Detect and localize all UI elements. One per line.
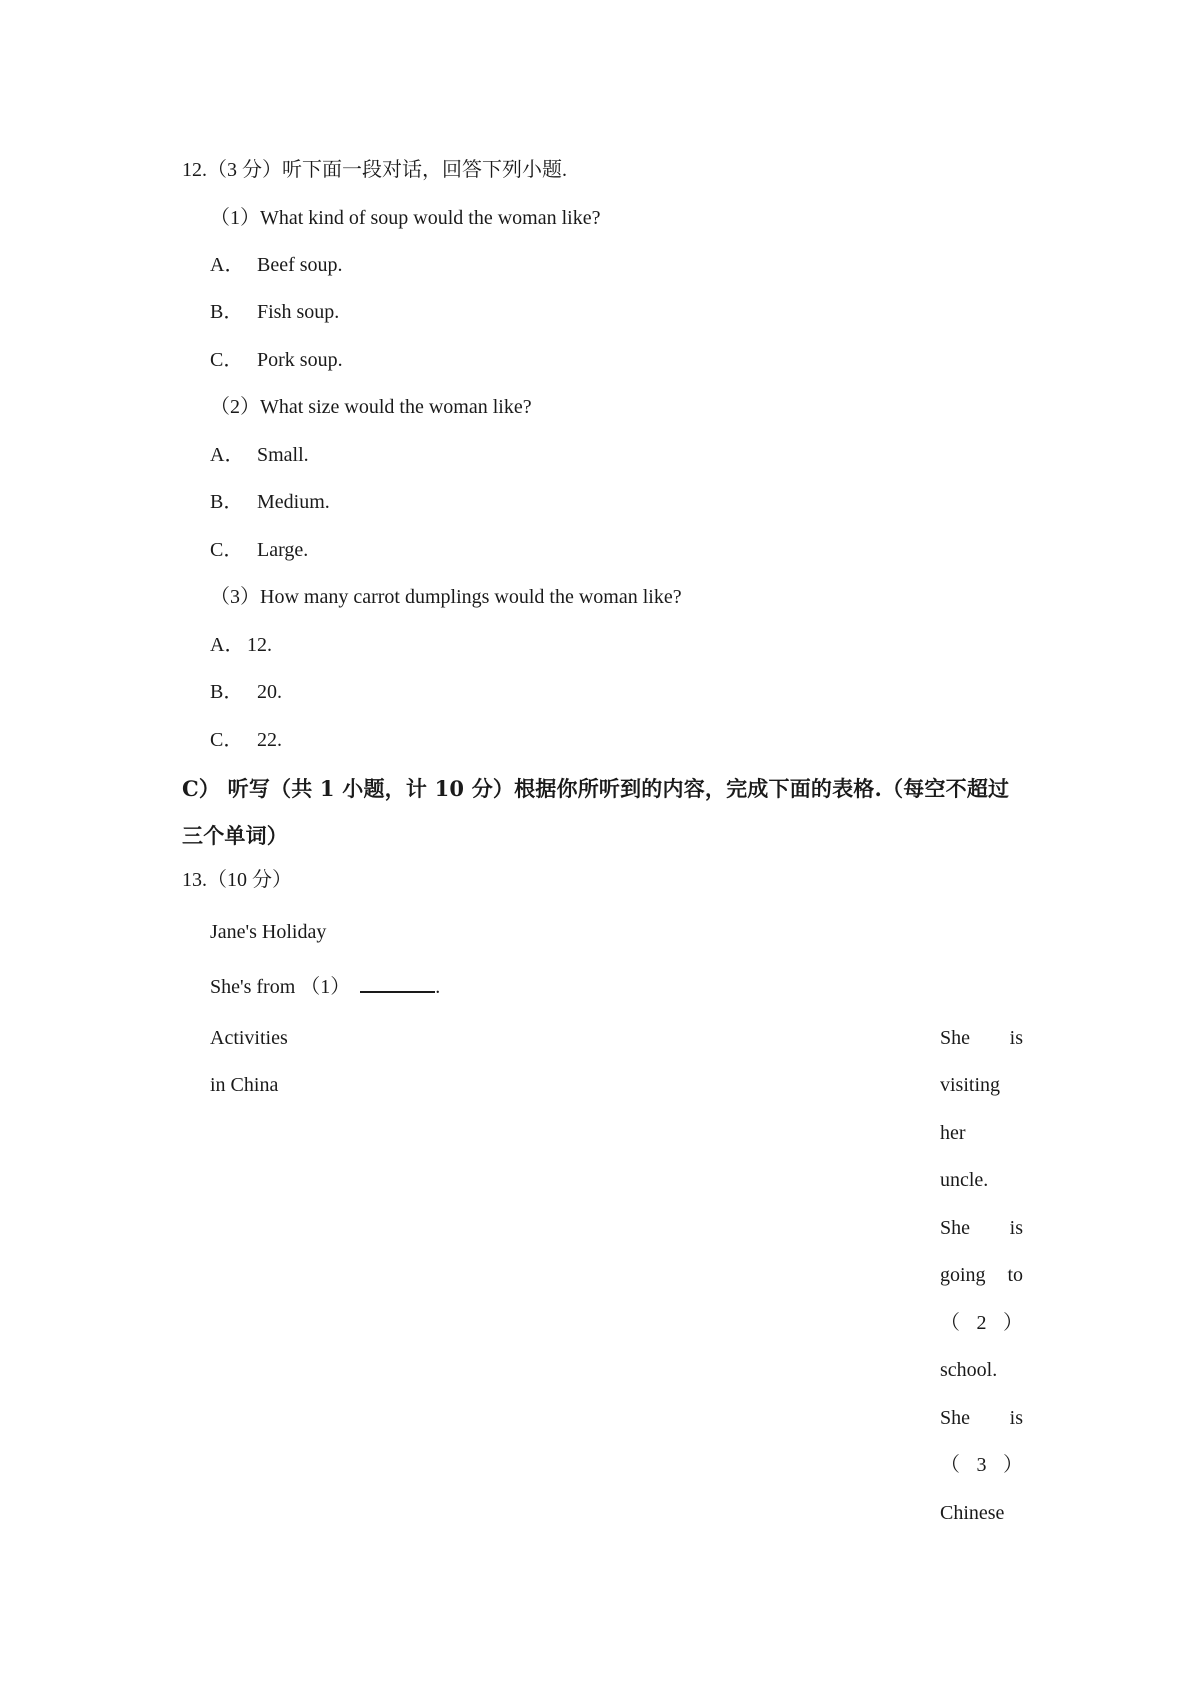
- paren-close: ）: [1003, 1454, 1023, 1476]
- option-letter: B．: [210, 491, 244, 513]
- option-1a: [210, 253, 343, 277]
- option-3c: [210, 728, 282, 752]
- option-text: 20.: [257, 681, 282, 703]
- option-letter: A．: [210, 444, 245, 466]
- right-row-2: visiting: [940, 1074, 1001, 1096]
- slot-number: 2: [976, 1312, 987, 1334]
- question-12-title: 12.（3 分）听下面一段对话，回答下列小题.: [182, 159, 567, 181]
- right-row-6: [940, 1263, 1023, 1287]
- option-letter: C．: [210, 349, 244, 371]
- word: is: [1009, 1217, 1023, 1239]
- option-letter: C．: [210, 729, 244, 751]
- right-row-1: [940, 1026, 1023, 1050]
- answer-blank-1[interactable]: [360, 973, 435, 993]
- option-2c: [210, 538, 308, 562]
- option-3b: [210, 680, 282, 704]
- option-1c: [210, 348, 343, 372]
- section-c-heading: C） 听写（共 1 小题，计 10 分）根据你所听到的内容，完成下面的表格.（每空不超过三个单词）: [182, 776, 1010, 848]
- question-13-title: 13.（10 分）: [182, 869, 292, 891]
- option-text: Medium.: [257, 491, 330, 513]
- option-text: 12.: [247, 634, 272, 656]
- in-china-label: in China: [210, 1074, 279, 1096]
- from-end: .: [435, 976, 441, 998]
- option-letter: B．: [210, 681, 244, 703]
- right-row-5: [940, 1216, 1023, 1240]
- activities-label: Activities: [210, 1027, 288, 1049]
- option-2b: [210, 490, 330, 514]
- option-2a: [210, 443, 309, 467]
- option-text: Fish soup.: [257, 301, 340, 323]
- table-title: Jane's Holiday: [210, 921, 327, 943]
- right-row-3: her: [940, 1122, 966, 1144]
- right-row-8: school.: [940, 1359, 998, 1381]
- word: She: [940, 1407, 970, 1429]
- paren-open: （: [940, 1312, 960, 1334]
- right-row-11: Chinese: [940, 1502, 1005, 1524]
- word: to: [1007, 1264, 1023, 1286]
- option-text: 22.: [257, 729, 282, 751]
- option-letter: C．: [210, 539, 244, 561]
- subquestion-2: （2）What size would the woman like?: [210, 396, 532, 418]
- option-letter: A．: [210, 254, 245, 276]
- right-row-4: uncle.: [940, 1169, 989, 1191]
- slot-number: 3: [976, 1454, 987, 1476]
- word: She: [940, 1217, 970, 1239]
- word: going: [940, 1264, 986, 1286]
- option-text: Large.: [257, 539, 309, 561]
- paren-open: （: [940, 1454, 960, 1476]
- option-letter: A．: [210, 634, 245, 656]
- answer-slot-3[interactable]: [940, 1453, 1027, 1477]
- option-3a: [210, 633, 272, 657]
- from-line: [210, 973, 440, 999]
- option-letter: B．: [210, 301, 244, 323]
- answer-slot-2[interactable]: [940, 1311, 1027, 1335]
- word: is: [1009, 1027, 1023, 1049]
- from-label: She's from （1）: [210, 976, 351, 998]
- right-row-9: [940, 1406, 1023, 1430]
- option-text: Beef soup.: [257, 254, 343, 276]
- subquestion-3: （3）How many carrot dumplings would the woman like?: [210, 586, 682, 608]
- option-text: Small.: [257, 444, 309, 466]
- word: is: [1009, 1407, 1023, 1429]
- word: She: [940, 1027, 970, 1049]
- subquestion-1: （1）What kind of soup would the woman like?: [210, 207, 601, 229]
- paren-close: ）: [1003, 1312, 1023, 1334]
- option-1b: [210, 300, 339, 324]
- option-text: Pork soup.: [257, 349, 343, 371]
